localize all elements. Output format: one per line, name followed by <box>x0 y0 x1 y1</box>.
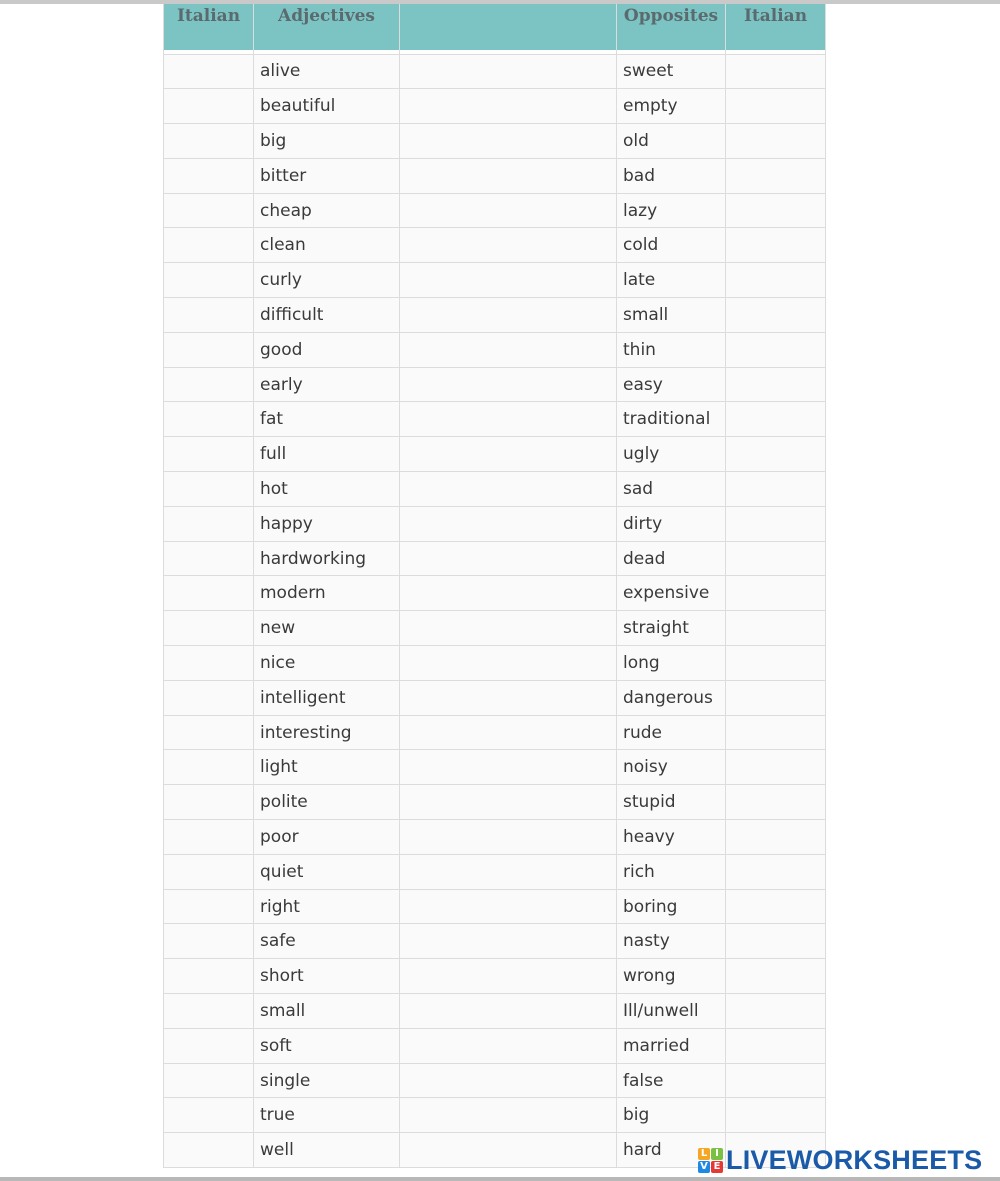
italian-input-right[interactable] <box>726 576 826 611</box>
italian-input-left[interactable] <box>164 437 254 472</box>
opposite-cell: wrong <box>617 959 726 994</box>
answer-input[interactable] <box>400 332 617 367</box>
answer-input[interactable] <box>400 1063 617 1098</box>
table-row <box>164 298 826 333</box>
adjective-cell: big <box>254 124 400 159</box>
header-blank <box>400 4 617 50</box>
adjective-cell: hot <box>254 472 400 507</box>
italian-input-left[interactable] <box>164 854 254 889</box>
logo-mark-letter: E <box>711 1161 723 1173</box>
italian-input-left[interactable] <box>164 576 254 611</box>
table-row <box>164 506 826 541</box>
opposite-cell: bad <box>617 158 726 193</box>
table-row <box>164 750 826 785</box>
header-opposites: Opposites <box>617 4 726 50</box>
logo-text: LIVEWORKSHEETS <box>726 1144 983 1175</box>
table-row <box>164 889 826 924</box>
adjective-cell: well <box>254 1133 400 1168</box>
opposite-cell: cold <box>617 228 726 263</box>
adjective-cell: good <box>254 332 400 367</box>
table-row <box>164 820 826 855</box>
italian-input-right[interactable] <box>726 193 826 228</box>
italian-input-left[interactable] <box>164 472 254 507</box>
adjective-cell: fat <box>254 402 400 437</box>
answer-input[interactable] <box>400 611 617 646</box>
logo-mark-letter: L <box>698 1148 710 1160</box>
header-italian-right: Italian <box>726 4 826 50</box>
adjective-cell: poor <box>254 820 400 855</box>
adjective-cell: alive <box>254 54 400 89</box>
table-row <box>164 924 826 959</box>
answer-input[interactable] <box>400 854 617 889</box>
worksheet <box>163 4 825 1168</box>
adjective-cell: clean <box>254 228 400 263</box>
opposite-cell: dangerous <box>617 680 726 715</box>
opposite-cell: married <box>617 1028 726 1063</box>
adjective-cell: small <box>254 994 400 1029</box>
table-row <box>164 541 826 576</box>
italian-input-left[interactable] <box>164 541 254 576</box>
italian-input-right[interactable] <box>726 124 826 159</box>
italian-input-left[interactable] <box>164 1028 254 1063</box>
italian-input-left[interactable] <box>164 158 254 193</box>
adjective-cell: beautiful <box>254 89 400 124</box>
opposite-cell: dead <box>617 541 726 576</box>
answer-input[interactable] <box>400 54 617 89</box>
opposite-cell: thin <box>617 332 726 367</box>
answer-input[interactable] <box>400 506 617 541</box>
italian-input-left[interactable] <box>164 646 254 681</box>
opposite-cell: big <box>617 1098 726 1133</box>
opposite-cell: small <box>617 298 726 333</box>
opposite-cell: hard <box>617 1133 726 1168</box>
adjective-cell: interesting <box>254 715 400 750</box>
italian-input-right[interactable] <box>726 54 826 89</box>
italian-input-right[interactable] <box>726 680 826 715</box>
italian-input-right[interactable] <box>726 263 826 298</box>
opposite-cell: sad <box>617 472 726 507</box>
answer-input[interactable] <box>400 437 617 472</box>
opposite-cell: easy <box>617 367 726 402</box>
answer-input[interactable] <box>400 367 617 402</box>
adjective-cell: intelligent <box>254 680 400 715</box>
italian-input-left[interactable] <box>164 750 254 785</box>
italian-input-left[interactable] <box>164 124 254 159</box>
table-header-row <box>164 4 826 50</box>
opposite-cell: sweet <box>617 54 726 89</box>
table-row <box>164 367 826 402</box>
adjective-cell: new <box>254 611 400 646</box>
adjectives-table <box>163 4 826 1168</box>
answer-input[interactable] <box>400 158 617 193</box>
italian-input-right[interactable] <box>726 959 826 994</box>
table-row <box>164 193 826 228</box>
opposite-cell: rude <box>617 715 726 750</box>
liveworksheets-logo <box>698 1146 982 1174</box>
adjective-cell: soft <box>254 1028 400 1063</box>
italian-input-left[interactable] <box>164 193 254 228</box>
table-row <box>164 402 826 437</box>
table-row <box>164 715 826 750</box>
answer-input[interactable] <box>400 750 617 785</box>
italian-input-left[interactable] <box>164 611 254 646</box>
italian-input-left[interactable] <box>164 332 254 367</box>
table-row <box>164 124 826 159</box>
italian-input-right[interactable] <box>726 402 826 437</box>
italian-input-right[interactable] <box>726 924 826 959</box>
italian-input-left[interactable] <box>164 263 254 298</box>
answer-input[interactable] <box>400 1028 617 1063</box>
opposite-cell: long <box>617 646 726 681</box>
answer-input[interactable] <box>400 820 617 855</box>
answer-input[interactable] <box>400 228 617 263</box>
italian-input-right[interactable] <box>726 715 826 750</box>
adjective-cell: quiet <box>254 854 400 889</box>
table-row <box>164 854 826 889</box>
italian-input-right[interactable] <box>726 889 826 924</box>
answer-input[interactable] <box>400 402 617 437</box>
answer-input[interactable] <box>400 924 617 959</box>
table-row <box>164 646 826 681</box>
table-row <box>164 89 826 124</box>
answer-input[interactable] <box>400 959 617 994</box>
opposite-cell: lazy <box>617 193 726 228</box>
answer-input[interactable] <box>400 124 617 159</box>
adjective-cell: difficult <box>254 298 400 333</box>
adjective-cell: happy <box>254 506 400 541</box>
italian-input-left[interactable] <box>164 54 254 89</box>
table-row <box>164 1028 826 1063</box>
opposite-cell: dirty <box>617 506 726 541</box>
logo-mark-letter: I <box>711 1148 723 1160</box>
italian-input-left[interactable] <box>164 924 254 959</box>
opposite-cell: boring <box>617 889 726 924</box>
italian-input-right[interactable] <box>726 89 826 124</box>
answer-input[interactable] <box>400 193 617 228</box>
opposite-cell: straight <box>617 611 726 646</box>
italian-input-left[interactable] <box>164 367 254 402</box>
table-row <box>164 959 826 994</box>
answer-input[interactable] <box>400 1133 617 1168</box>
adjective-cell: full <box>254 437 400 472</box>
adjective-cell: nice <box>254 646 400 681</box>
opposite-cell: empty <box>617 89 726 124</box>
italian-input-right[interactable] <box>726 820 826 855</box>
answer-input[interactable] <box>400 89 617 124</box>
answer-input[interactable] <box>400 680 617 715</box>
italian-input-right[interactable] <box>726 332 826 367</box>
opposite-cell: expensive <box>617 576 726 611</box>
italian-input-left[interactable] <box>164 1063 254 1098</box>
adjective-cell: short <box>254 959 400 994</box>
header-italian-left: Italian <box>164 4 254 50</box>
opposite-cell: old <box>617 124 726 159</box>
table-row <box>164 228 826 263</box>
table-row <box>164 158 826 193</box>
header-adjectives: Adjectives <box>254 4 400 50</box>
opposite-cell: heavy <box>617 820 726 855</box>
italian-input-right[interactable] <box>726 1028 826 1063</box>
italian-input-right[interactable] <box>726 1063 826 1098</box>
answer-input[interactable] <box>400 263 617 298</box>
answer-input[interactable] <box>400 576 617 611</box>
opposite-cell: ugly <box>617 437 726 472</box>
answer-input[interactable] <box>400 994 617 1029</box>
italian-input-right[interactable] <box>726 1098 826 1133</box>
adjective-cell: polite <box>254 785 400 820</box>
opposite-cell: nasty <box>617 924 726 959</box>
opposite-cell: noisy <box>617 750 726 785</box>
italian-input-right[interactable] <box>726 367 826 402</box>
bottom-border <box>0 1177 1000 1181</box>
adjective-cell: hardworking <box>254 541 400 576</box>
italian-input-left[interactable] <box>164 959 254 994</box>
italian-input-right[interactable] <box>726 298 826 333</box>
table-row <box>164 437 826 472</box>
italian-input-left[interactable] <box>164 1133 254 1168</box>
table-row <box>164 576 826 611</box>
italian-input-left[interactable] <box>164 506 254 541</box>
table-row <box>164 680 826 715</box>
adjective-cell: cheap <box>254 193 400 228</box>
italian-input-left[interactable] <box>164 715 254 750</box>
adjective-cell: true <box>254 1098 400 1133</box>
italian-input-right[interactable] <box>726 437 826 472</box>
answer-input[interactable] <box>400 646 617 681</box>
answer-input[interactable] <box>400 785 617 820</box>
italian-input-right[interactable] <box>726 785 826 820</box>
table-row <box>164 263 826 298</box>
table-row <box>164 472 826 507</box>
table-row <box>164 994 826 1029</box>
answer-input[interactable] <box>400 889 617 924</box>
answer-input[interactable] <box>400 541 617 576</box>
opposite-cell: false <box>617 1063 726 1098</box>
italian-input-right[interactable] <box>726 994 826 1029</box>
table-row <box>164 611 826 646</box>
answer-input[interactable] <box>400 715 617 750</box>
opposite-cell: rich <box>617 854 726 889</box>
table-body <box>164 54 826 1168</box>
italian-input-right[interactable] <box>726 611 826 646</box>
italian-input-right[interactable] <box>726 854 826 889</box>
opposite-cell: Ill/unwell <box>617 994 726 1029</box>
adjective-cell: safe <box>254 924 400 959</box>
italian-input-right[interactable] <box>726 228 826 263</box>
italian-input-left[interactable] <box>164 680 254 715</box>
table-row <box>164 1063 826 1098</box>
italian-input-left[interactable] <box>164 89 254 124</box>
italian-input-right[interactable] <box>726 506 826 541</box>
table-row <box>164 54 826 89</box>
table-row <box>164 1098 826 1133</box>
adjective-cell: modern <box>254 576 400 611</box>
italian-input-left[interactable] <box>164 228 254 263</box>
answer-input[interactable] <box>400 472 617 507</box>
italian-input-right[interactable] <box>726 158 826 193</box>
italian-input-right[interactable] <box>726 472 826 507</box>
logo-mark-icon <box>698 1148 723 1173</box>
italian-input-left[interactable] <box>164 889 254 924</box>
opposite-cell: late <box>617 263 726 298</box>
answer-input[interactable] <box>400 298 617 333</box>
italian-input-left[interactable] <box>164 785 254 820</box>
opposite-cell: stupid <box>617 785 726 820</box>
italian-input-left[interactable] <box>164 1098 254 1133</box>
adjective-cell: early <box>254 367 400 402</box>
table-row <box>164 332 826 367</box>
italian-input-left[interactable] <box>164 820 254 855</box>
italian-input-left[interactable] <box>164 994 254 1029</box>
italian-input-right[interactable] <box>726 541 826 576</box>
italian-input-right[interactable] <box>726 646 826 681</box>
answer-input[interactable] <box>400 1098 617 1133</box>
italian-input-right[interactable] <box>726 750 826 785</box>
adjective-cell: single <box>254 1063 400 1098</box>
adjective-cell: right <box>254 889 400 924</box>
adjective-cell: light <box>254 750 400 785</box>
adjective-cell: curly <box>254 263 400 298</box>
opposite-cell: traditional <box>617 402 726 437</box>
logo-mark-letter: V <box>698 1161 710 1173</box>
adjective-cell: bitter <box>254 158 400 193</box>
table-row <box>164 785 826 820</box>
italian-input-left[interactable] <box>164 402 254 437</box>
italian-input-left[interactable] <box>164 298 254 333</box>
